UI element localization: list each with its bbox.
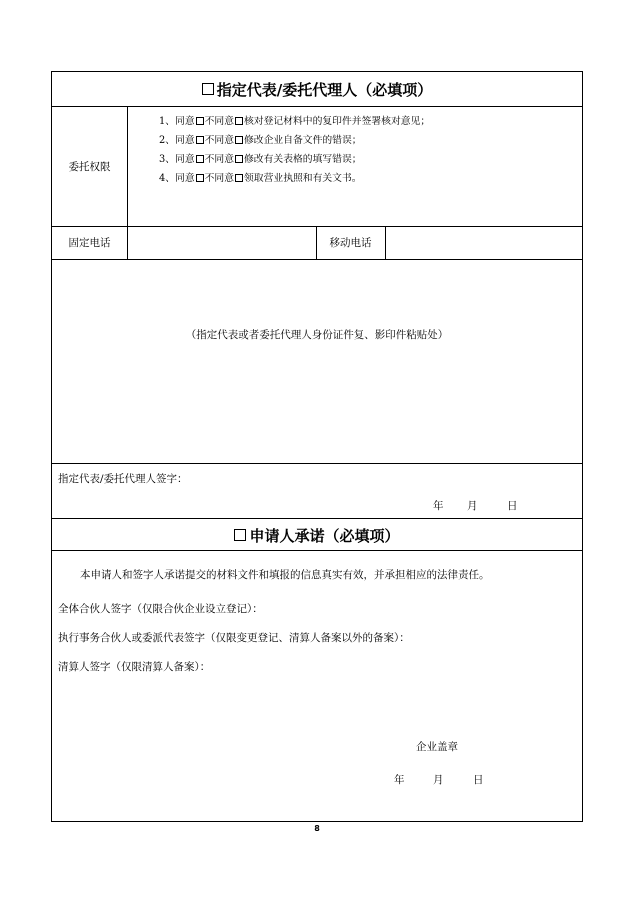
permission-text: 领取营业执照和有关文书。 <box>244 173 362 184</box>
section1-checkbox[interactable] <box>202 83 214 95</box>
divider <box>127 106 128 259</box>
divider <box>52 550 582 551</box>
registration-form <box>51 71 583 822</box>
permission-text: 修改企业自备文件的错误； <box>244 135 362 146</box>
section2-title <box>52 518 582 552</box>
agree-checkbox[interactable] <box>196 117 204 125</box>
partners-signature-label: 全体合伙人签字（仅限合伙企业设立登记）： <box>58 603 263 615</box>
disagree-label: 不同意 <box>204 135 235 146</box>
date-month: 月 <box>467 500 478 512</box>
permission-text: 核对登记材料中的复印件并签署核对意见； <box>244 116 431 127</box>
executive-signature-label: 执行事务合伙人或委派代表签字（仅限变更登记、清算人备案以外的备案）： <box>58 632 410 644</box>
promise-text: 本申请人和签字人承诺提交的材料文件和填报的信息真实有效，并承担相应的法律责任。 <box>80 569 490 581</box>
id-copy-note: （指定代表或者委托代理人身份证件复、影印件粘贴处） <box>185 329 449 341</box>
date-year: 年 <box>433 500 444 512</box>
authority-label: 委托权限 <box>68 160 111 173</box>
agree-label: 同意 <box>175 173 195 184</box>
liquidator-signature-label: 清算人签字（仅限清算人备案）： <box>58 661 211 673</box>
agree-label: 同意 <box>175 154 195 165</box>
disagree-label: 不同意 <box>204 173 235 184</box>
date-month: 月 <box>433 774 444 786</box>
disagree-checkbox[interactable] <box>235 136 243 144</box>
disagree-label: 不同意 <box>204 154 235 165</box>
permission-item-1 <box>159 112 430 131</box>
agree-label: 同意 <box>175 135 195 146</box>
agree-checkbox[interactable] <box>196 136 204 144</box>
date-day: 日 <box>507 500 518 512</box>
agree-label: 同意 <box>175 116 195 127</box>
disagree-checkbox[interactable] <box>235 174 243 182</box>
agree-checkbox[interactable] <box>196 155 204 163</box>
divider <box>52 259 582 260</box>
divider <box>52 106 582 107</box>
page-number: 8 <box>314 824 320 833</box>
section1-title <box>52 72 582 106</box>
disagree-label: 不同意 <box>204 116 235 127</box>
divider <box>52 463 582 464</box>
divider <box>385 226 386 259</box>
permission-number: 4、 <box>159 173 176 184</box>
agent-signature-label: 指定代表/委托代理人签字： <box>58 473 188 485</box>
permission-text: 修改有关表格的填写错误； <box>244 154 362 165</box>
section2-title-text: 申请人承诺（必填项） <box>249 526 400 545</box>
landline-label: 固定电话 <box>68 237 111 249</box>
company-seal-label: 企业盖章 <box>416 741 458 753</box>
agree-checkbox[interactable] <box>196 174 204 182</box>
permission-number: 2、 <box>159 135 176 146</box>
section2-checkbox[interactable] <box>234 529 246 541</box>
date-year: 年 <box>394 774 405 786</box>
permission-number: 3、 <box>159 154 176 165</box>
permission-item-4 <box>159 169 430 188</box>
disagree-checkbox[interactable] <box>235 155 243 163</box>
disagree-checkbox[interactable] <box>235 117 243 125</box>
mobile-label: 移动电话 <box>329 237 372 249</box>
permission-list <box>159 112 430 188</box>
permission-item-3 <box>159 150 430 169</box>
permission-item-2 <box>159 131 430 150</box>
section1-title-text: 指定代表/委托代理人（必填项） <box>216 80 433 99</box>
permission-number: 1、 <box>159 116 176 127</box>
date-day: 日 <box>473 774 484 786</box>
